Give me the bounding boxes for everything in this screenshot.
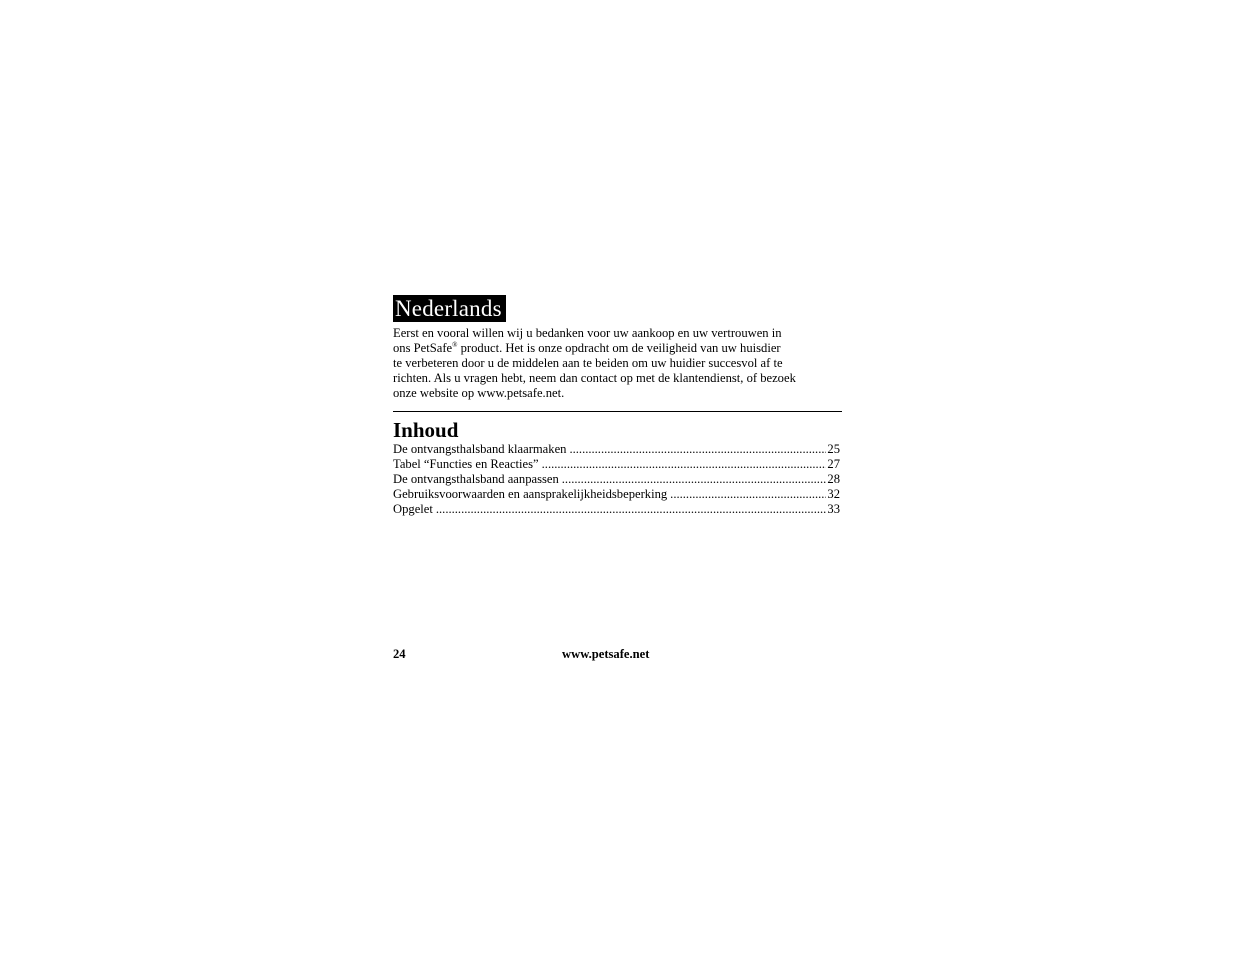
toc-leader-dots xyxy=(542,457,827,472)
toc-entry-label: De ontvangsthalsband klaarmaken xyxy=(393,442,567,456)
toc-entry[interactable] xyxy=(393,472,840,487)
toc-entry-page: 28 xyxy=(827,472,840,486)
intro-paragraph xyxy=(393,326,843,401)
toc-leader-dots xyxy=(436,502,827,517)
toc-entry-page: 32 xyxy=(827,487,840,501)
intro-line: Eerst en vooral willen wij u bedanken voor uw aankoop en uw vertrouwen in xyxy=(393,326,782,340)
language-banner: Nederlands xyxy=(393,295,506,322)
registered-mark: ® xyxy=(452,340,458,349)
toc-leader-dots xyxy=(562,472,827,487)
intro-line: te verbeteren door u de middelen aan te beiden om uw huidier succesvol af te xyxy=(393,356,783,370)
footer-website-link[interactable]: www.petsafe.net xyxy=(562,647,650,661)
toc-entry[interactable] xyxy=(393,487,840,502)
intro-line xyxy=(393,341,843,356)
intro-line: onze website op www.petsafe.net. xyxy=(393,386,565,400)
toc-entry-page: 27 xyxy=(827,457,840,471)
table-of-contents xyxy=(393,442,843,517)
section-divider xyxy=(393,411,842,412)
toc-entry[interactable] xyxy=(393,502,840,517)
toc-entry-label: Tabel “Functies en Reacties” xyxy=(393,457,539,471)
toc-entry[interactable] xyxy=(393,457,840,472)
intro-line: richten. Als u vragen hebt, neem dan contact op met de klantendienst, of bezoek xyxy=(393,371,796,385)
toc-entry-page: 25 xyxy=(827,442,840,456)
intro-line-start: ons PetSafe xyxy=(393,341,453,355)
toc-leader-dots xyxy=(670,487,826,502)
intro-line-end: product. Het is onze opdracht om de veiligheid van uw huisdier xyxy=(460,341,781,355)
toc-entry-label: Gebruiksvoorwaarden en aansprakelijkheidsbeperking xyxy=(393,487,668,501)
toc-title: Inhoud xyxy=(393,418,459,442)
document-page xyxy=(393,295,843,517)
toc-entry[interactable] xyxy=(393,442,840,457)
footer-page-number: 24 xyxy=(393,647,406,661)
toc-entry-page: 33 xyxy=(827,502,840,516)
toc-leader-dots xyxy=(569,442,826,457)
toc-entry-label: De ontvangsthalsband aanpassen xyxy=(393,472,559,486)
toc-entry-label: Opgelet xyxy=(393,502,433,516)
